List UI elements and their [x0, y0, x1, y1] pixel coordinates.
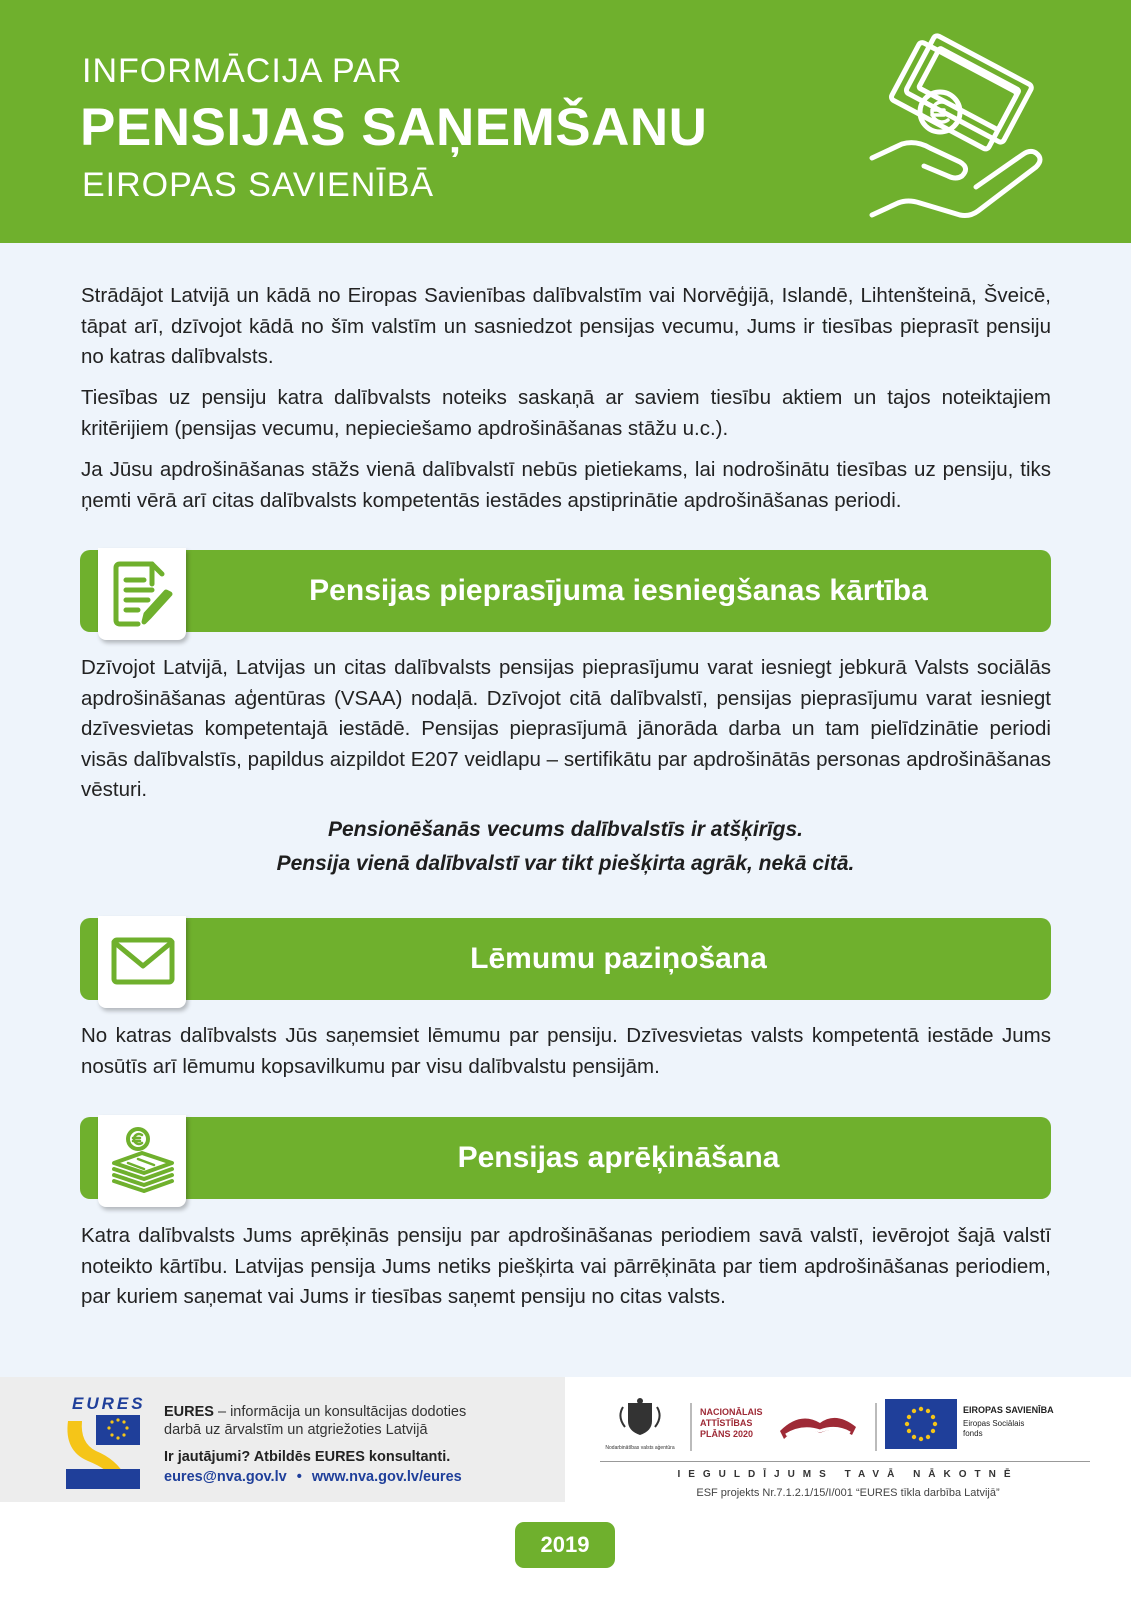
nap-line-1: NACIONĀLAIS [700, 1407, 763, 1417]
eures-description [164, 1403, 466, 1439]
nap-line-2: ATTĪSTĪBAS [700, 1418, 753, 1428]
eu-flag-logo [885, 1399, 957, 1449]
eures-desc-1: – informācija un konsultācijas dodoties [213, 1404, 467, 1420]
logo-divider [690, 1403, 692, 1451]
section-calculation-text: Katra dalībvalsts Jums aprēķinās pensiju par apdrošināšanas periodiem savā valstī, ievērojot šajā valstī noteikto kārtību. Latvijas pensija Jums netiks piešķirta vai pārrēķināta par tiem apdrošināšanas periodiem, par kuriem saņemat vai Jums ir tiesības saņemt pensiju no citas valsts. [81, 1224, 1051, 1308]
page-title: PENSIJAS SAŅEMŠANU [80, 98, 708, 157]
eures-footer [0, 1377, 565, 1502]
section-header-decisions [80, 918, 1051, 1000]
eures-logo-text: EURES [72, 1394, 146, 1413]
section-icon-tab [98, 548, 186, 640]
section-icon-tab [98, 1115, 186, 1207]
project-number: ESF projekts Nr.7.1.2.1/15/I/001 “EURES tīkla darbība Latvijā” [696, 1487, 1000, 1499]
eures-email-link[interactable]: eures@nva.gov.lv [164, 1469, 287, 1485]
money-in-hand-icon [868, 30, 1058, 230]
eures-website-link[interactable]: www.nva.gov.lv/eures [311, 1469, 462, 1485]
year-badge: 2019 [515, 1522, 615, 1568]
header-banner [0, 0, 1131, 243]
eures-desc-2: darbā uz ārvalstīm un atgriežoties Latvijā [164, 1422, 428, 1438]
eures-name: EURES [164, 1404, 214, 1420]
eu-sub-2: fonds [963, 1429, 983, 1438]
eures-logo [62, 1391, 148, 1491]
document-pen-icon [108, 558, 178, 630]
intro-paragraph-3: Ja Jūsu apdrošināšanas stāžs vienā dalībvalstī nebūs pietiekams, lai nodrošinātu tiesības uz pensiju, tiks ņemti vērā arī citas dalībvalsts kompetentās iestādes apstiprinātie apdrošināšanas periodi. [81, 458, 1051, 512]
slogan: IEGULDĪJUMS TAVĀ NĀKOTNĒ [677, 1469, 1019, 1480]
separator-bullet: • [296, 1469, 302, 1485]
section-application-text: Dzīvojot Latvijā, Latvijas un citas dalībvalsts pensijas pieprasījumu varat iesniegt jebkurā Valsts sociālās apdrošināšanas aģentūras (VSAA) nodaļā. Dzīvojot citā dalībvalstī, pensijas pieprasījumu varat iesniegt dzīvesvietas kompetentajā iestādē. Pensijas pieprasījumā jānorāda darba un tam pielīdzinātie periodi visās dalībvalstīs, papildus aizpildot E207 veidlapu – sertifikātu par apdrošinātās personas apdrošināšanas vēsturi. [81, 656, 1051, 801]
section-header-application [80, 550, 1051, 632]
section-title: Lēmumu paziņošana [470, 942, 767, 975]
logo-divider [875, 1403, 877, 1451]
section-title: Pensijas pieprasījuma iesniegšanas kārtība [309, 574, 928, 607]
emphasis-line-1: Pensionēšanās vecums dalībvalstīs ir atšķirīgs. [327, 818, 804, 841]
header-region: EIROPAS SAVIENĪBĀ [82, 166, 435, 204]
eu-sub-1: Eiropas Sociālais [963, 1419, 1025, 1428]
eu-title: EIROPAS SAVIENĪBA [963, 1405, 1054, 1415]
envelope-icon [108, 926, 178, 998]
divider-line [600, 1461, 1090, 1462]
esf-label [963, 1401, 1093, 1449]
section-title: Pensijas aprēķināšana [457, 1141, 780, 1174]
eures-contacts [164, 1469, 462, 1485]
money-stack-icon [108, 1125, 178, 1197]
nap-line-3: PLĀNS 2020 [700, 1429, 754, 1439]
header-subtitle: INFORMĀCIJA PAR [82, 52, 403, 90]
logo-row [595, 1395, 1095, 1455]
section-decisions-text: No katras dalībvalsts Jūs saņemsiet lēmumu par pensiju. Dzīvesvietas valsts kompetentā iestāde Jums nosūtīs arī lēmumu kopsavilkumu par visu dalībvalstu pensijām. [81, 1024, 1051, 1078]
nva-logo [595, 1395, 685, 1455]
emphasis-line-2: Pensija vienā dalībvalstī var tikt piešķirta agrāk, nekā citā. [276, 852, 855, 875]
eures-question: Ir jautājumi? Atbildēs EURES konsultanti. [164, 1449, 451, 1465]
nva-label: Nodarbinātības valsts aģentūra [605, 1445, 675, 1451]
nap2020-logo [700, 1401, 865, 1451]
section-header-calculation [80, 1117, 1051, 1199]
funding-logos [565, 1377, 1131, 1502]
intro-paragraph-2: Tiesības uz pensiju katra dalībvalsts noteiks saskaņā ar saviem tiesību aktiem un tajos noteiktajiem kritērijiem (pensijas vecumu, nepieciešamo apdrošināšanas stāžu u.c.). [81, 386, 1051, 440]
section-icon-tab [98, 916, 186, 1008]
intro-paragraph-1: Strādājot Latvijā un kādā no Eiropas Savienības dalībvalstīm vai Norvēģijā, Islandē, Lihtenšteinā, Šveicē, tāpat arī, dzīvojot kādā no šīm valstīm un sasniedzot pensijas vecumu, Jums ir tiesības pieprasīt pensiju no katras dalībvalsts. [81, 284, 1051, 368]
